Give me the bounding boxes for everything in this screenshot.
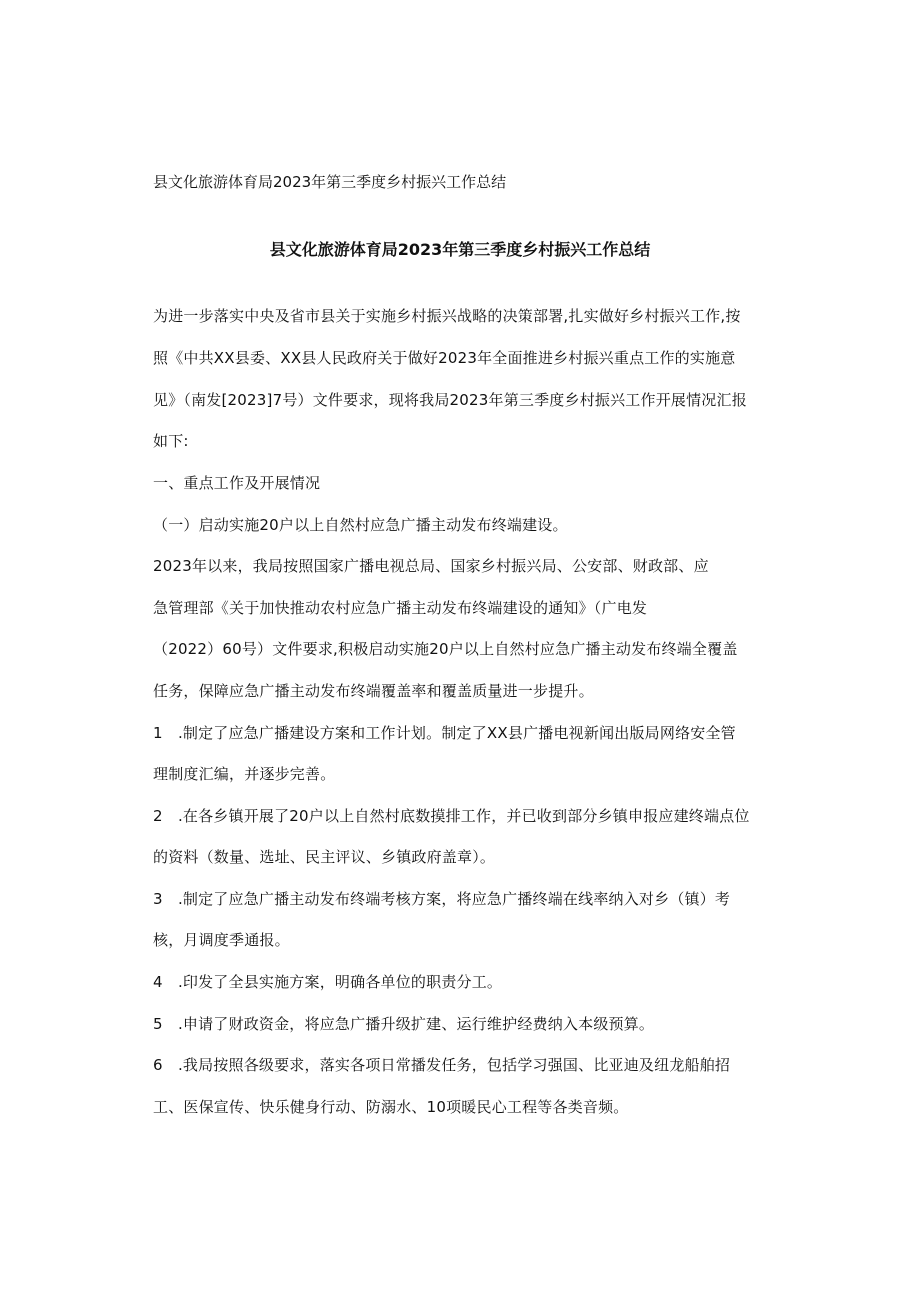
paragraph-line: 照《中共XX县委、XX县人民政府关于做好2023年全面推进乡村振兴重点工作的实施意 [153,349,736,367]
paragraph-line: 急管理部《关于加快推动农村应急广播主动发布终端建设的通知》（广电发 [153,599,648,617]
document-header-title: 县文化旅游体育局2023年第三季度乡村振兴工作总结 [153,173,507,191]
list-item-continuation: 核，月调度季通报。 [153,931,290,949]
list-item-continuation: 的资料（数量、选址、民主评议、乡镇政府盖章）。 [153,848,496,866]
list-item: 3 .制定了应急广播主动发布终端考核方案，将应急广播终端在线率纳入对乡（镇）考 [153,890,731,908]
paragraph-line: 如下: [153,432,189,450]
paragraph-line: 为进一步落实中央及省市县关于实施乡村振兴战略的决策部署,扎实做好乡村振兴工作,按 [153,307,741,325]
section-heading: 一、重点工作及开展情况 [153,474,321,492]
list-item: 5 .申请了财政资金，将应急广播升级扩建、运行维护经费纳入本级预算。 [153,1015,655,1033]
list-item: 6 .我局按照各级要求，落实各项日常播发任务，包括学习强国、比亚迪及纽龙船舶招 [153,1056,731,1074]
list-item-continuation: 工、医保宣传、快乐健身行动、防溺水、10项暖民心工程等各类音频。 [153,1098,629,1116]
list-item: 4 .印发了全县实施方案，明确各单位的职责分工。 [153,973,503,991]
document-main-title: 县文化旅游体育局2023年第三季度乡村振兴工作总结 [269,240,651,259]
paragraph-line: 任务，保障应急广播主动发布终端覆盖率和覆盖质量进一步提升。 [153,682,594,700]
list-item: 2 .在各乡镇开展了20户以上自然村底数摸排工作，并已收到部分乡镇申报应建终端点位 [153,807,750,825]
paragraph-line: 2023年以来，我局按照国家广播电视总局、国家乡村振兴局、公安部、财政部、应 [153,557,709,575]
list-item-continuation: 理制度汇编，并逐步完善。 [153,765,336,783]
paragraph-line: 见》（南发[2023]7号）文件要求，现将我局2023年第三季度乡村振兴工作开展情况汇报 [153,391,747,409]
subsection-heading: （一）启动实施20户以上自然村应急广播主动发布终端建设。 [153,516,568,534]
list-item: 1 .制定了应急广播建设方案和工作计划。制定了XX县广播电视新闻出版局网络安全管 [153,724,736,742]
paragraph-line: （2022）60号）文件要求,积极启动实施20户以上自然村应急广播主动发布终端全覆盖 [153,640,738,658]
